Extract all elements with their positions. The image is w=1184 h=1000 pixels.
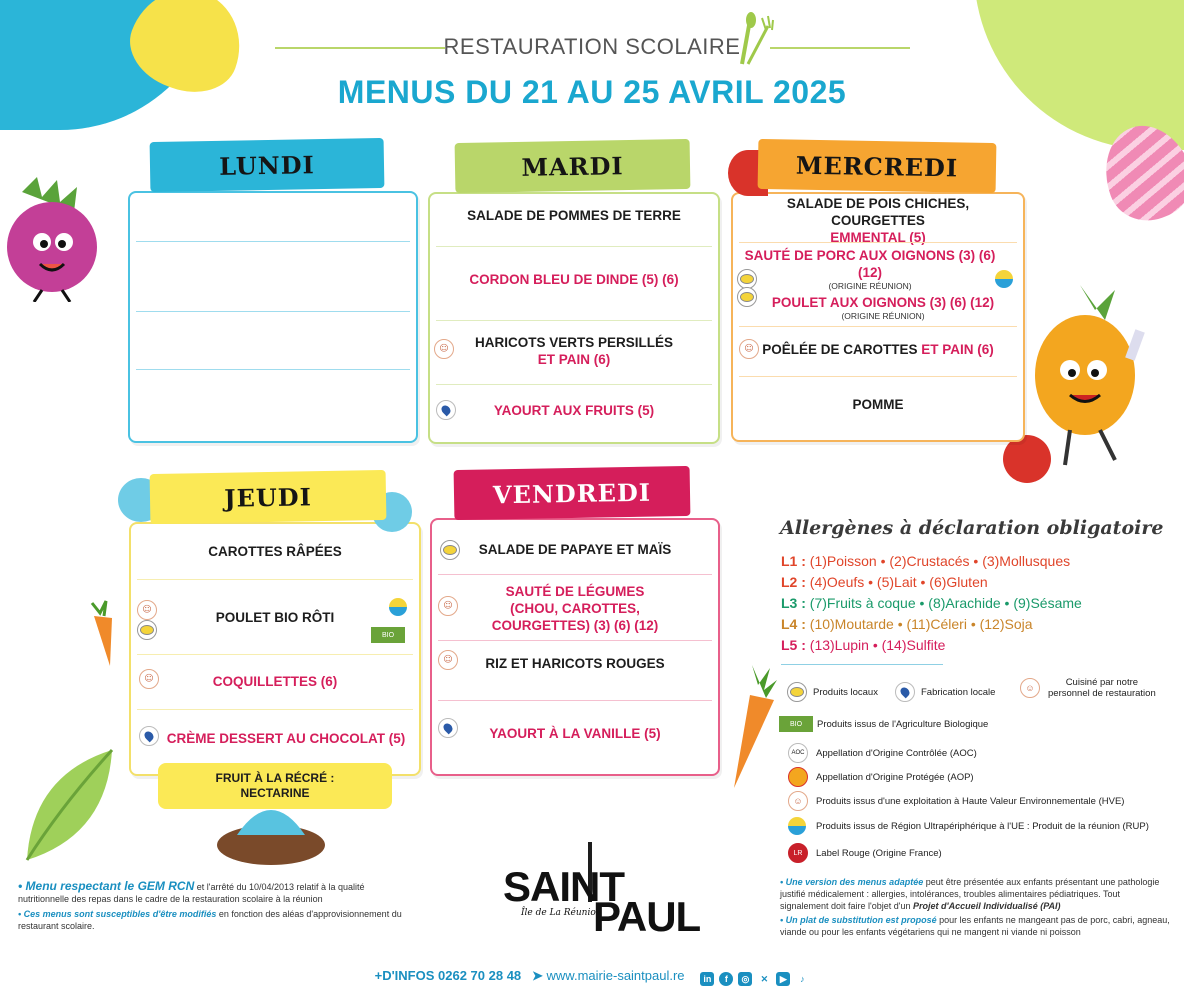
legend-label: Appellation d'Origine Contrôlée (AOC) [816,747,977,759]
note-bold: • Une version des menus adaptée [780,877,924,887]
linkedin-icon[interactable]: in [700,972,714,986]
note-text: en fonction des aléas d'approvisionnement du restaurant scolaire. [18,909,402,931]
note-text: peut être présentée aux enfants présentant une pathologie justifié médicalement : allergies, intolérances, troubles alimentaires pédiatriques. Tout signalement doit faire l'objet d'un [780,877,1160,911]
cutlery-icon [738,12,774,68]
menu-item-extra: ET PAIN (6) [921,341,994,357]
row-separator [436,246,712,247]
menu-item: YAOURT AUX FRUITS (5) [493,402,655,418]
allergen-text: (7)Fruits à coque • (8)Arachide • (9)Sésame [809,595,1082,611]
mango-character-icon [1025,280,1155,470]
allergen-code: L3 : [781,595,806,611]
row-separator [136,311,410,312]
menu-item-text: POÊLÉE DE CAROTTES [762,341,918,357]
chef-cooked-icon: ☺ [438,596,458,616]
chef-cooked-icon: ☺ [434,339,454,359]
bio-label-icon: BIO [779,716,813,732]
menu-item [733,334,1023,364]
origin-note: (ORIGINE RÉUNION) [828,281,912,291]
legend-label: Label Rouge (Origine France) [816,847,942,859]
menu-item-extra: EMMENTAL (5) [830,229,926,245]
legend-cuisine [1020,677,1156,699]
bio-label-icon: BIO [371,627,405,643]
local-fabrication-icon [436,400,456,420]
row-separator [438,640,712,641]
tiktok-icon[interactable]: ♪ [800,974,805,984]
tab-jeudi: JEUDI [150,470,387,524]
notes-right [780,876,1170,938]
menu-item-text: COURGETTES) (3) (6) (12) [491,617,659,633]
chef-cooked-icon: ☺ [1020,678,1040,698]
pointer-icon: ➤ [532,968,543,983]
menu-item-text: SAUTÉ DE PORC AUX OIGNONS (3) (6) (12) [744,248,996,280]
legend-label: Produits issus de Région Ultrapériphérique à l'UE : Produit de la réunion (RUP) [816,820,1149,832]
saint-paul-logo [503,842,701,952]
row-separator [739,326,1017,327]
legend-label: personnel de restauration [1048,688,1156,699]
menu-item [733,246,1023,292]
row-separator [136,241,410,242]
chef-cooked-icon: ☺ [139,669,159,689]
logo-saint: SAINT [503,863,624,910]
note-modif [18,908,418,932]
menu-item-extra: ET PAIN (6) [537,352,611,367]
menu-item [430,330,718,372]
allergen-code: L1 : [781,553,806,569]
menu-item: CORDON BLEU DE DINDE (5) (6) [469,271,679,287]
rup-icon [389,598,407,616]
legend-label: Appellation d'Origine Protégée (AOP) [816,771,974,783]
menu-item-text: SALADE DE POIS CHICHES, COURGETTES [786,195,970,228]
note-bold: • Un plat de substitution est proposé [780,915,937,925]
menu-item-text: HARICOTS VERTS PERSILLÉS [474,335,674,350]
row-separator [438,700,712,701]
local-product-icon [737,269,757,289]
menu-item: RIZ ET HARICOTS ROUGES [485,655,665,671]
chef-cooked-icon: ☺ [137,600,157,620]
allergen-text: (4)Oeufs • (5)Lait • (6)Gluten [809,574,988,590]
allergen-code: L4 : [781,616,806,632]
row-separator [739,376,1017,377]
carrot-icon [82,598,122,668]
row-separator [136,369,410,370]
legend-label: Produits locaux [813,686,878,698]
aop-icon [788,767,808,787]
legend-hve [788,791,1124,811]
card-mardi [428,192,720,444]
hve-icon: ☺ [788,791,808,811]
legend-rup [788,817,1149,835]
legend-label: Fabrication locale [921,686,996,698]
legend-aop [788,767,974,787]
row-separator [436,384,712,385]
note-adapt [780,876,1170,912]
allergen-row-l2 [781,574,988,590]
note-text: pour les enfants ne mangeant pas de porc, cabri, agneau, viande ou pour les enfants végétariens qui ne mangent ni viande ni poisson [780,915,1170,937]
note-bold: • Menu respectant le GEM RCN [18,879,195,893]
local-fabrication-icon [139,726,159,746]
allergen-divider [781,664,943,665]
allergen-code: L5 : [781,637,806,653]
recess-fruit-name: NECTARINE [240,786,310,800]
row-separator [436,320,712,321]
carrot-large-icon [722,660,782,790]
logo-paul: PAUL [593,893,701,940]
footer-website-link[interactable]: www.mairie-saintpaul.re [546,968,685,983]
allergen-row-l3 [781,595,1082,611]
instagram-icon[interactable]: ◎ [738,972,752,986]
tab-mercredi: MERCREDI [758,139,997,193]
allergen-row-l4 [781,616,1033,632]
allergen-text: (10)Moutarde • (11)Céleri • (12)Soja [809,616,1033,632]
row-separator [739,242,1017,243]
legend-label: Cuisiné par notre [1065,677,1139,688]
row-separator [137,709,413,710]
x-icon[interactable]: ✕ [760,974,769,984]
local-product-icon [787,682,807,702]
menu-item: POMME [852,396,904,412]
card-mercredi [731,192,1025,442]
page-subtitle: RESTAURATION SCOLAIRE [443,34,741,59]
tab-lundi: LUNDI [150,138,385,192]
note-subst [780,914,1170,938]
footer [0,968,1184,986]
menu-item: COQUILLETTES (6) [212,673,338,689]
allergens-title: Allergènes à déclaration obligatoire [780,517,1164,539]
tomato-icon [1003,435,1051,483]
card-lundi [128,191,418,443]
menu-item: POULET BIO RÔTI [215,609,335,625]
legend-bio [779,716,988,732]
note-gem [18,880,418,905]
logo-tagline: Île de La Réunion [521,908,602,918]
legend-label-rouge [788,843,942,863]
menu-item-text: POULET AUX OIGNONS (3) (6) (12) [771,294,995,310]
card-vendredi [430,518,720,776]
menu-item [733,292,1023,322]
legend-label-group [1048,677,1156,699]
menu-item: SALADE DE PAPAYE ET MAÏS [478,541,672,557]
allergen-row-l5 [781,637,945,653]
row-separator [137,579,413,580]
youtube-icon[interactable]: ▶ [776,972,790,986]
note-bold: • Ces menus sont susceptibles d'être modifiés [18,909,217,919]
allergen-code: L2 : [781,574,806,590]
aoc-icon: AOC [788,743,808,763]
allergen-row-l1 [781,553,1070,569]
footer-infos: +D'INFOS 0262 70 28 48 [374,968,522,983]
legend-label: Produits issus d'une exploitation à Haute Valeur Environnementale (HVE) [816,795,1125,807]
menu-item [432,582,718,634]
note-pai: Projet d'Accueil Individualisé (PAI) [913,901,1061,911]
notes-left [18,880,418,932]
origin-note: (ORIGINE RÉUNION) [841,310,925,321]
legend-label: Produits issus de l'Agriculture Biologique [817,718,989,730]
tab-vendredi: VENDREDI [454,466,691,520]
allergen-text: (1)Poisson • (2)Crustacés • (3)Mollusques [809,553,1071,569]
rup-icon [788,817,806,835]
legend-aoc [788,743,977,763]
card-jeudi [129,522,421,776]
row-separator [137,654,413,655]
rup-icon [995,270,1013,288]
recess-fruit-box [158,763,392,809]
chef-cooked-icon: ☺ [438,650,458,670]
menu-item: CAROTTES RÂPÉES [208,543,342,559]
local-product-icon [137,620,157,640]
label-rouge-icon: LR [788,843,808,863]
lettuce-icon [22,745,117,863]
page-title: MENUS DU 21 AU 25 AVRIL 2025 [337,74,847,110]
menu-item-text: SAUTÉ DE LÉGUMES [505,583,645,599]
menu-item [733,195,1023,245]
pitaya-character-icon [2,172,102,302]
local-fabrication-icon [895,682,915,702]
local-product-icon [440,540,460,560]
chef-cooked-icon: ☺ [739,339,759,359]
allergen-text: (13)Lupin • (14)Sulfite [809,637,946,653]
row-separator [438,574,712,575]
recess-fruit-label: FRUIT À LA RÉCRÉ : [215,771,335,785]
tab-mardi: MARDI [455,139,691,193]
facebook-icon[interactable]: f [719,972,733,986]
local-fabrication-icon [438,718,458,738]
note-text: et l'arrêté du 10/04/2013 relatif à la qualité nutritionnelle des repas dans le cadre de la restauration scolaire à la réunion [18,882,365,904]
menu-item: CRÈME DESSERT AU CHOCOLAT (5) [166,730,406,746]
menu-item: YAOURT À LA VANILLE (5) [489,725,661,741]
menu-item-text: (CHOU, CAROTTES, [510,600,640,616]
legend-fabrication [895,682,995,702]
legend-local [787,682,878,702]
menu-item: SALADE DE POMMES DE TERRE [467,207,681,223]
